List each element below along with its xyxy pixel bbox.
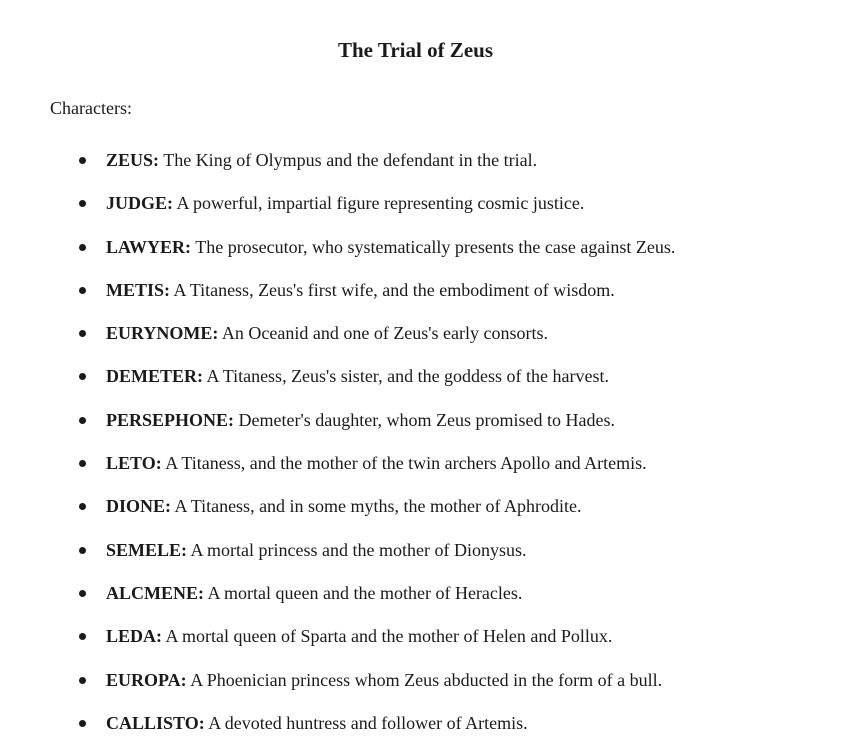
characters-heading: Characters: bbox=[50, 98, 132, 118]
character-description: A Titaness, and in some myths, the mother of Aphrodite. bbox=[174, 496, 582, 517]
list-item-leda bbox=[0, 624, 675, 667]
character-name: SEMELE: bbox=[106, 539, 188, 560]
character-name: METIS: bbox=[106, 279, 171, 300]
character-description: A powerful, impartial figure representing cosmic justice. bbox=[176, 193, 585, 214]
bullet-icon bbox=[79, 590, 86, 597]
bullet-icon bbox=[79, 720, 86, 727]
character-description: A mortal queen and the mother of Heracles. bbox=[207, 582, 523, 603]
character-description: A devoted huntress and follower of Artemis. bbox=[208, 712, 528, 733]
character-name: PERSEPHONE: bbox=[106, 409, 235, 430]
bullet-icon bbox=[79, 330, 86, 337]
character-description: A mortal princess and the mother of Dionysus. bbox=[190, 539, 527, 560]
bullet-icon bbox=[79, 157, 86, 164]
list-item-metis bbox=[0, 278, 675, 321]
bullet-icon bbox=[79, 547, 86, 554]
character-name: LAWYER: bbox=[106, 236, 192, 257]
character-description: A Phoenician princess whom Zeus abducted in the form of a bull. bbox=[190, 669, 663, 690]
list-item-dione bbox=[0, 494, 675, 537]
list-item-semele bbox=[0, 538, 675, 581]
list-item-callisto bbox=[0, 711, 675, 754]
bullet-icon bbox=[79, 677, 86, 684]
character-name: EURYNOME: bbox=[106, 323, 219, 344]
bullet-icon bbox=[79, 417, 86, 424]
character-description: A Titaness, Zeus's sister, and the goddess of the harvest. bbox=[206, 366, 610, 387]
character-description: A mortal queen of Sparta and the mother of Helen and Pollux. bbox=[165, 626, 613, 647]
bullet-icon bbox=[79, 460, 86, 467]
character-name: CALLISTO: bbox=[106, 712, 205, 733]
character-description: An Oceanid and one of Zeus's early consorts. bbox=[221, 323, 549, 344]
bullet-icon bbox=[79, 200, 86, 207]
bullet-icon bbox=[79, 287, 86, 294]
list-item-alcmene bbox=[0, 581, 675, 624]
character-list bbox=[0, 148, 675, 754]
character-name: EUROPA: bbox=[106, 669, 187, 690]
character-name: JUDGE: bbox=[106, 193, 173, 214]
list-item-europa bbox=[0, 668, 675, 711]
character-description: A Titaness, Zeus's first wife, and the embodiment of wisdom. bbox=[173, 279, 615, 300]
list-item-persephone bbox=[0, 408, 675, 451]
bullet-icon bbox=[79, 373, 86, 380]
list-item-judge bbox=[0, 191, 675, 234]
document-title: The Trial of Zeus bbox=[338, 38, 493, 62]
character-name: DEMETER: bbox=[106, 366, 204, 387]
list-item-zeus bbox=[0, 148, 675, 191]
list-item-eurynome bbox=[0, 321, 675, 364]
character-name: DIONE: bbox=[106, 496, 172, 517]
character-description: A Titaness, and the mother of the twin archers Apollo and Artemis. bbox=[165, 453, 647, 474]
character-name: ALCMENE: bbox=[106, 582, 204, 603]
list-item-leto bbox=[0, 451, 675, 494]
list-item-lawyer bbox=[0, 235, 675, 278]
list-item-demeter bbox=[0, 364, 675, 407]
bullet-icon bbox=[79, 633, 86, 640]
character-name: ZEUS: bbox=[106, 150, 160, 170]
character-description: Demeter's daughter, whom Zeus promised to Hades. bbox=[238, 409, 615, 430]
character-description: The King of Olympus and the defendant in the trial. bbox=[163, 150, 538, 170]
bullet-icon bbox=[79, 244, 86, 251]
character-description: The prosecutor, who systematically presents the case against Zeus. bbox=[195, 236, 676, 257]
character-name: LETO: bbox=[106, 453, 162, 474]
character-name: LEDA: bbox=[106, 626, 163, 647]
bullet-icon bbox=[79, 503, 86, 510]
